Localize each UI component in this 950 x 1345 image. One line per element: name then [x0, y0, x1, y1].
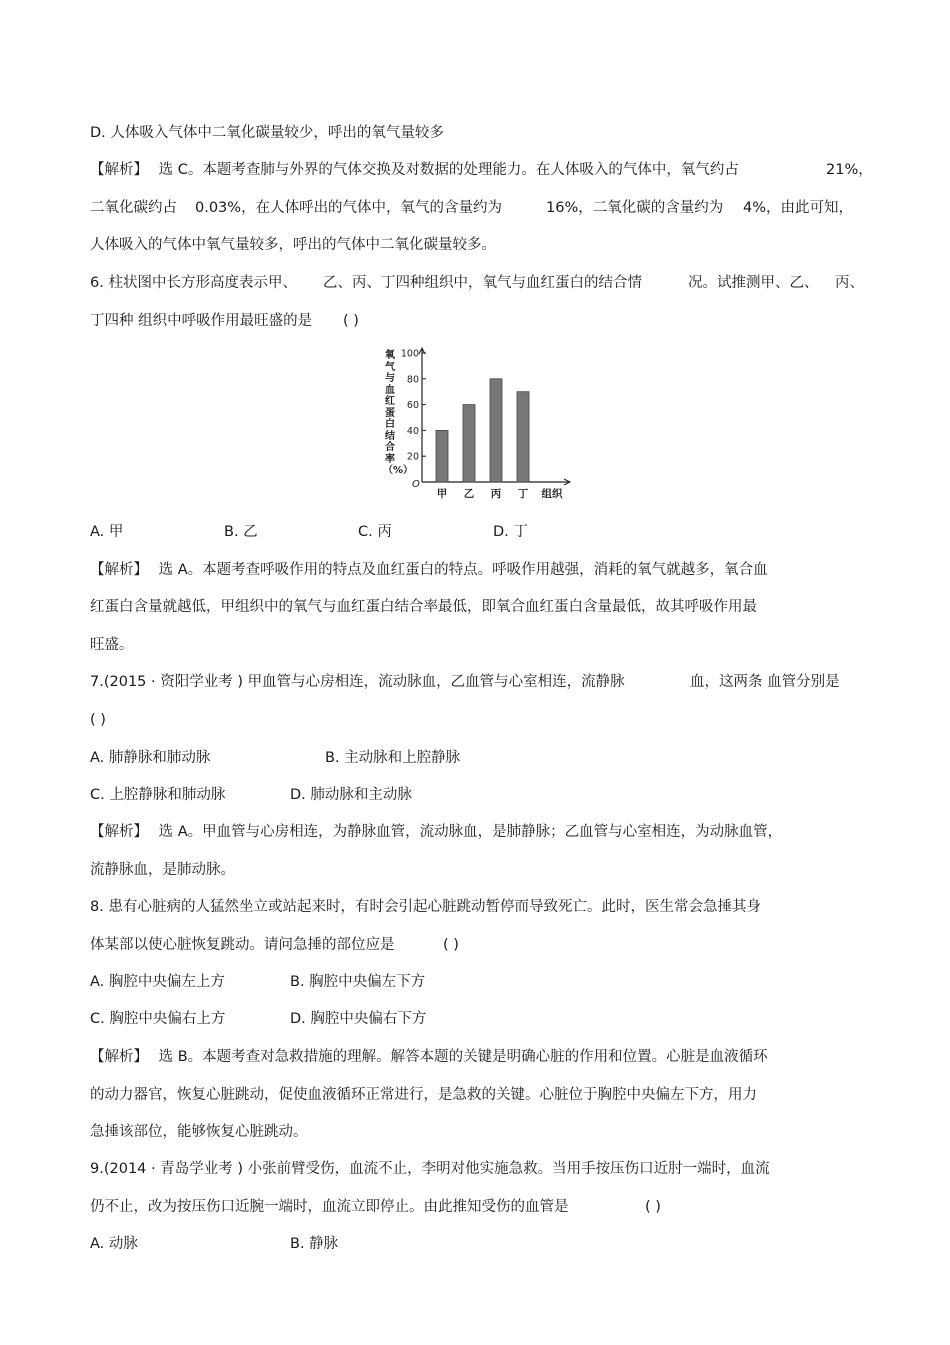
q8-explanation-line3: 急捶该部位，能够恢复心脏跳动。: [90, 1124, 308, 1140]
q5-explanation-line3: 人体吸入的气体中氧气量较多，呼出的气体中二氧化碳量较多。: [90, 237, 496, 253]
q6-stem-line2: 丁四种 组织中呼吸作用最旺盛的是: [90, 313, 313, 329]
q7-stem-a: 7.(2015 · 资阳学业考 ) 甲血管与心房相连，流动脉血，乙血管与心室相连，流静脉: [90, 674, 625, 690]
q7-explanation-text: 选 A。甲血管与心房相连，为静脉血管，流动脉血，是肺静脉；乙血管与心室相连，为动脉血管，: [158, 824, 783, 840]
bar: [463, 405, 475, 482]
q5-option-d: D. 人体吸入气体中二氧化碳量较少，呼出的氧气量较多: [90, 125, 444, 141]
q6-explanation-line2: 红蛋白含量就越低，甲组织中的氧气与血红蛋白结合率最低，即氧合血红蛋白含量最低，故其呼吸作用最: [90, 599, 757, 615]
q8-answer-paren: ( ): [443, 937, 459, 953]
x-axis-label: 组织: [541, 488, 563, 500]
q7-option-a: A. 肺静脉和肺动脉: [90, 750, 211, 766]
q9-stem-line1: 9.(2014 · 青岛学业考 ) 小张前臂受伤，血流不止，李明对他实施急救。当用手按压伤口近肘一端时，血流: [90, 1161, 770, 1177]
q6-explanation-text: 选 A。本题考查呼吸作用的特点及血红蛋白的特点。呼吸作用越强，消耗的氧气就越多，氧合血: [158, 562, 768, 578]
x-tick-label: 丁: [517, 488, 529, 500]
q5-explanation-line2b: 0.03%，在人体呼出的气体中，氧气的含量约为: [195, 200, 503, 216]
q8-explanation-text: 选 B。本题考查对急救措施的理解。解答本题的关键是明确心脏的作用和位置。心脏是血液循环: [158, 1049, 768, 1065]
explanation-tag: 【解析】: [90, 1049, 148, 1065]
q5-explanation-line2d: 4%，由此可知，: [743, 200, 854, 216]
q9-option-b: B. 静脉: [290, 1236, 339, 1252]
bar: [436, 430, 448, 482]
q5-explanation-line2a: 二氧化碳约占: [90, 200, 177, 216]
x-tick-label: 甲: [436, 488, 448, 500]
q6-option-a: A. 甲: [90, 524, 124, 540]
q6-stem-a: 6. 柱状图中长方形高度表示甲、: [90, 275, 297, 291]
y-tick-label: 20: [406, 451, 419, 463]
q8-explanation-line1: [90, 1047, 768, 1067]
explanation-tag: 【解析】: [90, 824, 148, 840]
q6-stem-b: 乙、丙、丁四种组织中，氧气与血红蛋白的结合情: [323, 275, 642, 291]
q5-explanation-text: 选 C。本题考查肺与外界的气体交换及对数据的处理能力。在人体吸入的气体中，氧气约占: [158, 162, 739, 178]
q5-explanation-line1: [90, 160, 739, 180]
q6-explanation-line3: 旺盛。: [90, 637, 134, 653]
y-tick-label: 80: [406, 374, 419, 386]
q5-explanation-value: 21%，: [826, 162, 873, 178]
q6-explanation-line1: [90, 560, 768, 580]
q8-stem-line2: 体某部以使心脏恢复跳动。请问急捶的部位应是: [90, 937, 395, 953]
y-tick-label: 40: [406, 425, 419, 437]
q8-option-d: D. 胸腔中央偏右下方: [290, 1011, 427, 1027]
q7-option-b: B. 主动脉和上腔静脉: [325, 750, 461, 766]
q7-explanation-line1: [90, 822, 782, 842]
q7-option-d: D. 肺动脉和主动脉: [290, 787, 412, 803]
x-tick-label: 丙: [490, 488, 502, 500]
q9-stem-line2: 仍不止，改为按压伤口近腕一端时，血流立即停止。由此推知受伤的血管是: [90, 1199, 569, 1215]
q7-option-c: C. 上腔静脉和肺动脉: [90, 787, 226, 803]
explanation-tag: 【解析】: [90, 562, 148, 578]
q8-stem-line1: 8. 患有心脏病的人猛然坐立或站起来时，有时会引起心脏跳动暂停而导致死亡。此时，医生常会急捶其身: [90, 899, 761, 915]
chart-ylabel: 氧气与血红蛋白结合率（%）: [383, 350, 414, 476]
q7-explanation-line2: 流静脉血，是肺动脉。: [90, 862, 235, 878]
q7-answer-paren: ( ): [90, 712, 106, 728]
q6-stem-c: 况。试推测甲、乙、: [688, 275, 819, 291]
q8-explanation-line2: 的动力器官，恢复心脏跳动，促使血液循环正常进行，是急救的关键。心脏位于胸腔中央偏左下方，用力: [90, 1087, 757, 1103]
q6-option-d: D. 丁: [493, 524, 528, 540]
q9-option-a: A. 动脉: [90, 1236, 138, 1252]
y-tick-label: 100: [400, 348, 419, 360]
q6-option-c: C. 丙: [358, 524, 392, 540]
q5-explanation-line2c: 16%，二氧化碳的含量约为: [546, 200, 724, 216]
bar: [517, 392, 529, 482]
q6-stem-d: 丙、: [835, 275, 864, 291]
q8-option-a: A. 胸腔中央偏左上方: [90, 974, 225, 990]
q8-option-b: B. 胸腔中央偏左下方: [290, 974, 426, 990]
q9-answer-paren: ( ): [645, 1199, 661, 1215]
x-tick-label: 乙: [463, 488, 475, 500]
q6-option-b: B. 乙: [224, 524, 258, 540]
y-tick-label: 60: [406, 400, 419, 412]
q7-stem-b: 血，这两条 血管分别是: [690, 674, 840, 690]
bar-chart: [380, 345, 580, 510]
explanation-tag: 【解析】: [90, 162, 148, 178]
q6-answer-paren: ( ): [343, 313, 359, 329]
bar: [490, 379, 502, 482]
origin-label: O: [412, 479, 420, 490]
q8-option-c: C. 胸腔中央偏右上方: [90, 1011, 226, 1027]
